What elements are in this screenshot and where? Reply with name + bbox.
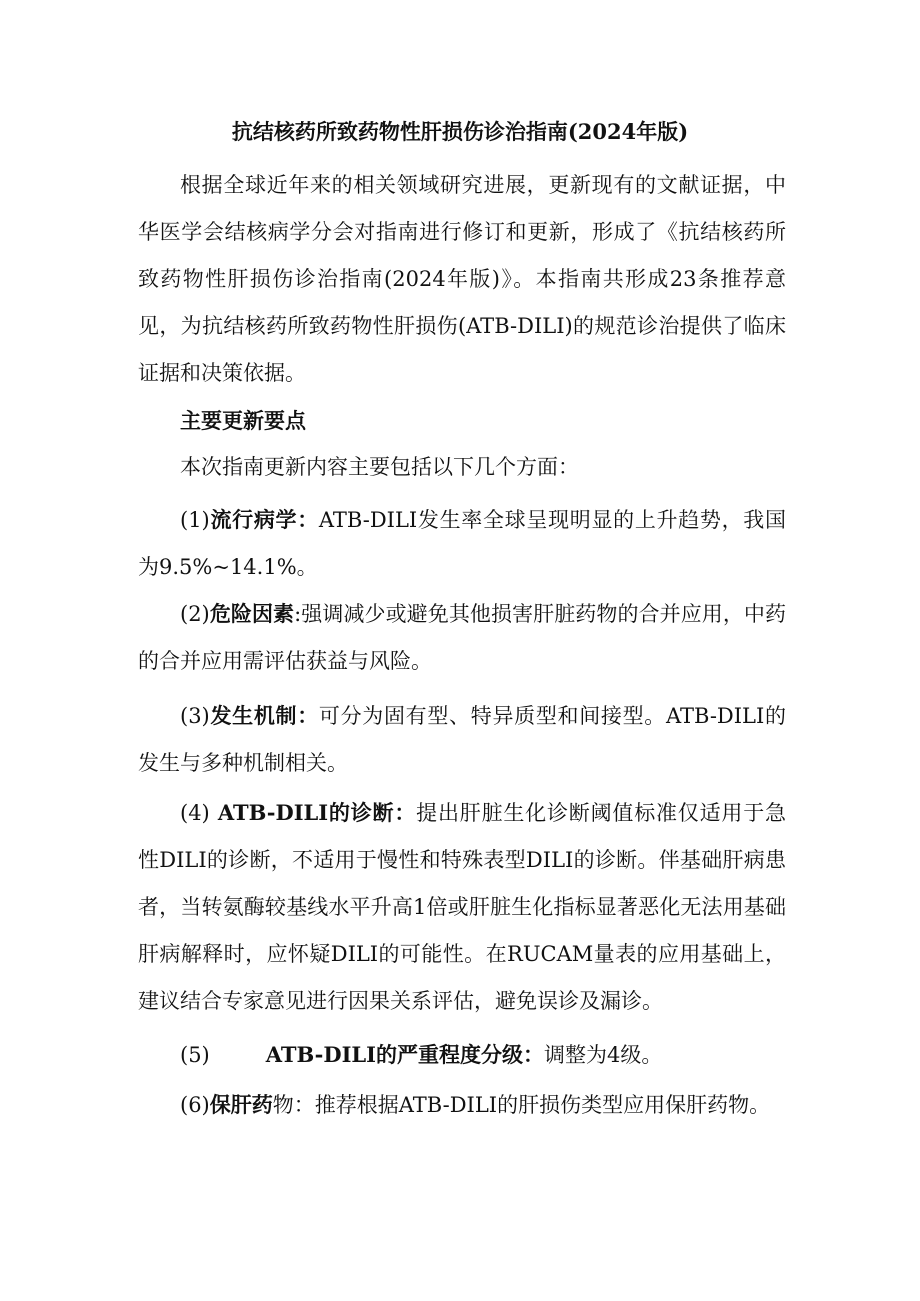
list-item-5 [180, 1031, 662, 1079]
item-number: (3) [180, 704, 210, 728]
item-text: 调整为4级。 [544, 1043, 663, 1067]
item-number: (4) [180, 801, 210, 825]
item-text: 可分为固有型、特异质型和间接型。ATB-DILI的发生与多种机制相关。 [138, 704, 786, 775]
item-label: 的诊断： [328, 800, 417, 825]
item-prefix: ATB-DILI [265, 1042, 376, 1067]
item-text: 提出肝脏生化诊断阈值标准仅适用于急性DILI的诊断，不适用于慢性和特殊表型DILI的诊断。伴基础肝病患者，当转氨酶较基线水平升高1倍或肝脏生化指标显著恶化无法用基础肝病解释时，应怀疑DILI的可能性。在RUCAM量表的应用基础上，建议结合专家意见进行因果关系评估，避免误诊及漏诊。 [138, 801, 787, 1013]
item-number: (1) [180, 508, 210, 532]
item-text: ATB-DILI发生率全球呈现明显的上升趋势，我国为9.5%~14.1%。 [138, 508, 786, 579]
item-label: 保肝药 [209, 1092, 273, 1117]
list-item-6 [180, 1081, 770, 1129]
item-label: 发生机制： [209, 703, 319, 728]
section-heading: 主要更新要点 [180, 408, 306, 433]
item-prefix: ATB-DILI [209, 800, 329, 825]
list-item-3 [138, 692, 786, 787]
list-item-2 [138, 590, 786, 685]
item-label: 危险因素 [209, 601, 295, 626]
item-number: (2) [180, 602, 210, 626]
document-title: 抗结核药所致药物性肝损伤诊治指南(2024年版) [231, 119, 689, 144]
item-label: 流行病学： [209, 507, 319, 532]
item-number: (6) [180, 1093, 210, 1117]
list-item-4 [138, 789, 786, 1025]
item-number: (5) [180, 1043, 210, 1067]
list-item-1 [138, 496, 786, 591]
item-text: 物：推荐根据ATB-DILI的肝损伤类型应用保肝药物。 [272, 1093, 771, 1117]
section-intro: 本次指南更新内容主要包括以下几个方面： [180, 455, 579, 479]
item-text: :强调减少或避免其他损害肝脏药物的合并应用，中药的合并应用需评估获益与风险。 [138, 602, 786, 673]
intro-paragraph: 根据全球近年来的相关领域研究进展，更新现有的文献证据，中华医学会结核病学分会对指南进行修订和更新，形成了《抗结核药所致药物性肝损伤诊治指南(2024年版)》。本指南共形成23条推荐意见，为抗结核药所致药物性肝损伤(ATB-DILI)的规范诊治提供了临床证据和决策依据。 [138, 173, 786, 385]
item-label: 的严重程度分级： [376, 1042, 544, 1067]
